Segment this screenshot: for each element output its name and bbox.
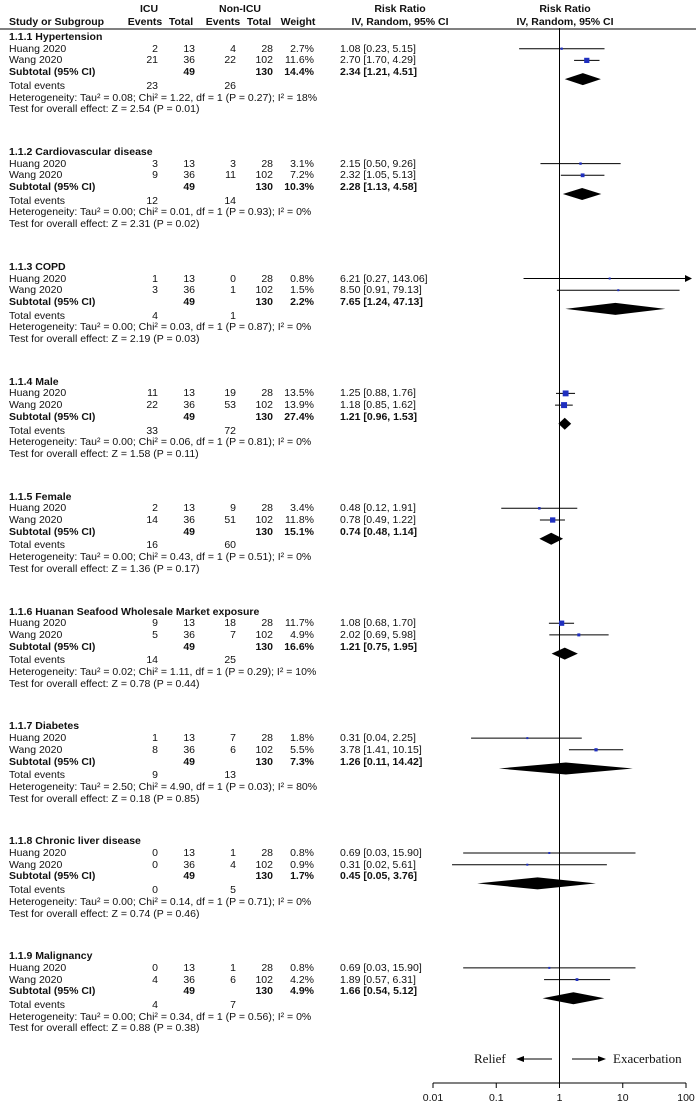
subtotal-diamond (565, 303, 665, 315)
study-ci: 0.69 [0.03, 15.90] (340, 961, 422, 974)
subtotal-label: Subtotal (95% CI) (9, 985, 96, 998)
total-events-icu: 12 (146, 194, 158, 207)
total-events-label: Total events (9, 194, 66, 207)
nonicu-total: 28 (261, 42, 273, 55)
subtotal-nonicu-total: 130 (255, 755, 273, 768)
subtotal-diamond (477, 877, 596, 889)
heterogeneity-text: Heterogeneity: Tau² = 0.00; Chi² = 0.14, df = 1 (P = 0.71); I² = 0% (9, 895, 312, 908)
subtotal-weight: 2.2% (290, 295, 314, 308)
study-weight: 13.5% (284, 387, 314, 400)
nonicu-events: 51 (224, 514, 236, 526)
nonicu-total: 28 (261, 502, 273, 515)
icu-events: 1 (152, 732, 158, 745)
study-marker (577, 633, 580, 636)
study-marker (526, 864, 528, 866)
subtotal-diamond (543, 992, 605, 1004)
subtotal-ci: 2.34 [1.21, 4.51] (340, 66, 418, 79)
heterogeneity-text: Heterogeneity: Tau² = 0.00; Chi² = 0.43, df = 1 (P = 0.51); I² = 0% (9, 551, 312, 564)
nonicu-events: 7 (230, 732, 236, 745)
icu-events: 0 (152, 847, 158, 859)
nonicu-events: 1 (230, 961, 236, 974)
study-marker (561, 402, 567, 408)
nonicu-total: 102 (255, 858, 273, 871)
header-ci-left: IV, Random, 95% CI (351, 16, 449, 28)
nonicu-total: 102 (255, 284, 273, 297)
study-weight: 5.5% (290, 743, 314, 756)
total-events-label: Total events (9, 999, 66, 1011)
overall-effect-text: Test for overall effect: Z = 2.19 (P = 0.03) (9, 333, 200, 345)
icu-events: 8 (152, 743, 158, 756)
total-events-nonicu: 60 (224, 539, 236, 552)
total-events-nonicu: 7 (230, 999, 236, 1011)
x-tick-label: 100 (677, 1092, 695, 1104)
total-events-icu: 33 (146, 424, 158, 437)
study-weight: 0.8% (290, 847, 314, 859)
x-tick-label: 1 (556, 1092, 563, 1104)
icu-events: 21 (146, 54, 158, 67)
header-study-or-subgroup: Study or Subgroup (9, 16, 105, 28)
subtotal-ci: 1.26 [0.11, 14.42] (340, 755, 423, 768)
total-events-icu: 9 (152, 769, 158, 782)
overall-effect-text: Test for overall effect: Z = 1.36 (P = 0.17) (9, 562, 200, 575)
study-name: Wang 2020 (9, 973, 63, 986)
subtotal-nonicu-total: 130 (255, 295, 273, 308)
nonicu-events: 6 (230, 973, 236, 986)
study-marker (617, 289, 619, 291)
nonicu-total: 28 (261, 847, 273, 859)
icu-total: 36 (183, 628, 195, 641)
nonicu-total: 28 (261, 157, 273, 170)
study-name: Huang 2020 (9, 157, 67, 170)
study-ci: 1.08 [0.68, 1.70] (340, 617, 416, 630)
study-marker (563, 390, 569, 396)
nonicu-total: 102 (255, 628, 273, 641)
subtotal-label: Subtotal (95% CI) (9, 295, 96, 308)
study-name: Huang 2020 (9, 961, 67, 974)
nonicu-total: 102 (255, 399, 273, 412)
study-name: Huang 2020 (9, 617, 67, 630)
subtotal-weight: 7.3% (290, 755, 314, 768)
header-non-icu: Non-ICU (219, 3, 261, 15)
subtotal-icu-total: 49 (183, 525, 195, 538)
subtotal-weight: 15.1% (284, 525, 314, 538)
total-events-label: Total events (9, 539, 66, 552)
icu-total: 13 (183, 961, 195, 974)
subtotal-ci: 0.45 [0.05, 3.76] (340, 870, 418, 883)
study-weight: 3.1% (290, 157, 314, 170)
subtotal-nonicu-total: 130 (255, 525, 273, 538)
heterogeneity-text: Heterogeneity: Tau² = 2.50; Chi² = 4.90, df = 1 (P = 0.03); I² = 80% (9, 780, 318, 793)
x-tick-label: 10 (616, 1092, 629, 1104)
icu-events: 0 (152, 858, 158, 871)
subtotal-icu-total: 49 (183, 66, 195, 79)
study-marker (560, 48, 562, 50)
header-risk-ratio-right: Risk Ratio (539, 3, 591, 15)
icu-total: 13 (183, 617, 195, 630)
study-name: Wang 2020 (9, 514, 63, 526)
nonicu-events: 0 (230, 272, 236, 285)
study-marker (579, 162, 581, 164)
subtotal-icu-total: 49 (183, 640, 195, 653)
study-weight: 0.8% (290, 961, 314, 974)
study-marker (526, 737, 528, 739)
study-weight: 11.7% (285, 617, 314, 630)
subgroup-title: 1.1.6 Huanan Seafood Wholesale Market exposure (9, 605, 260, 618)
study-weight: 0.9% (290, 858, 314, 871)
study-weight: 7.2% (290, 169, 314, 182)
nonicu-total: 28 (261, 617, 273, 630)
nonicu-events: 9 (230, 502, 236, 515)
study-ci: 3.78 [1.41, 10.15] (340, 743, 422, 756)
study-weight: 4.2% (290, 973, 314, 986)
header-nonicu-events: Events (205, 16, 241, 28)
study-name: Wang 2020 (9, 399, 63, 412)
header-risk-ratio-left: Risk Ratio (374, 3, 426, 15)
subgroup-title: 1.1.4 Male (9, 375, 59, 388)
study-marker (550, 517, 555, 522)
header-icu: ICU (139, 3, 159, 15)
study-marker (548, 852, 550, 854)
subgroup-title: 1.1.1 Hypertension (9, 31, 103, 43)
nonicu-events: 18 (224, 617, 236, 630)
subtotal-label: Subtotal (95% CI) (9, 640, 96, 653)
subgroup-title: 1.1.9 Malignancy (9, 950, 93, 963)
subtotal-diamond (499, 763, 633, 775)
subtotal-ci: 2.28 [1.13, 4.58] (340, 181, 418, 193)
subtotal-ci: 1.21 [0.75, 1.95] (340, 640, 418, 653)
subtotal-weight: 1.7% (290, 870, 314, 883)
subtotal-nonicu-total: 130 (255, 985, 273, 998)
x-tick-label: 0.1 (488, 1092, 504, 1104)
nonicu-total: 102 (255, 514, 273, 526)
study-weight: 0.8% (290, 272, 314, 285)
overall-effect-text: Test for overall effect: Z = 0.74 (P = 0.46) (9, 907, 200, 920)
icu-total: 36 (183, 514, 195, 526)
study-ci: 1.25 [0.88, 1.76] (340, 387, 416, 400)
icu-total: 36 (183, 973, 195, 986)
icu-events: 2 (152, 502, 158, 515)
icu-events: 9 (152, 169, 158, 182)
subtotal-icu-total: 49 (183, 755, 195, 768)
subtotal-nonicu-total: 130 (255, 870, 273, 883)
nonicu-events: 4 (230, 42, 236, 55)
study-name: Wang 2020 (9, 858, 63, 871)
study-ci: 2.70 [1.70, 4.29] (340, 54, 416, 67)
icu-total: 36 (183, 284, 195, 297)
icu-events: 0 (152, 961, 158, 974)
study-ci: 0.31 [0.04, 2.25] (340, 732, 416, 745)
subtotal-diamond (558, 418, 571, 430)
study-ci: 1.18 [0.85, 1.62] (340, 399, 416, 412)
subtotal-weight: 27.4% (284, 410, 314, 423)
subtotal-nonicu-total: 130 (255, 181, 273, 193)
subgroup-title: 1.1.3 COPD (9, 260, 66, 273)
nonicu-events: 4 (230, 858, 236, 871)
study-weight: 13.9% (284, 399, 314, 412)
total-events-nonicu: 13 (224, 769, 236, 782)
subtotal-nonicu-total: 130 (255, 410, 273, 423)
total-events-label: Total events (9, 769, 66, 782)
total-events-label: Total events (9, 884, 66, 897)
header-weight: Weight (280, 16, 316, 28)
overall-effect-text: Test for overall effect: Z = 0.18 (P = 0.85) (9, 792, 200, 805)
total-events-nonicu: 72 (224, 424, 236, 437)
header-ci-right: IV, Random, 95% CI (516, 16, 614, 28)
subtotal-diamond (552, 648, 578, 660)
subtotal-weight: 4.9% (290, 985, 314, 998)
exacerbation-arrow-head (598, 1056, 606, 1062)
study-ci: 2.02 [0.69, 5.98] (340, 628, 416, 641)
nonicu-events: 6 (230, 743, 236, 756)
header-icu-total: Total (168, 16, 194, 28)
icu-total: 36 (183, 169, 195, 182)
study-marker (609, 278, 611, 280)
study-name: Huang 2020 (9, 42, 67, 55)
icu-total: 13 (183, 157, 195, 170)
icu-events: 1 (152, 272, 158, 285)
icu-events: 3 (152, 157, 158, 170)
icu-events: 14 (146, 514, 158, 526)
icu-total: 13 (183, 732, 195, 745)
icu-total: 36 (183, 858, 195, 871)
study-marker (576, 978, 579, 981)
study-marker (548, 967, 550, 969)
subtotal-ci: 1.66 [0.54, 5.12] (340, 985, 418, 998)
nonicu-total: 28 (261, 272, 273, 285)
study-ci: 0.78 [0.49, 1.22] (340, 514, 416, 526)
subgroup-title: 1.1.2 Cardiovascular disease (9, 145, 153, 158)
nonicu-total: 102 (255, 973, 273, 986)
study-name: Wang 2020 (9, 54, 63, 67)
study-weight: 1.5% (290, 284, 314, 297)
subtotal-label: Subtotal (95% CI) (9, 525, 96, 538)
icu-total: 13 (183, 272, 195, 285)
subtotal-weight: 14.4% (284, 66, 314, 79)
subtotal-icu-total: 49 (183, 410, 195, 423)
study-ci: 1.08 [0.23, 5.15] (340, 42, 416, 55)
study-name: Wang 2020 (9, 284, 63, 297)
study-name: Huang 2020 (9, 272, 67, 285)
nonicu-total: 102 (255, 743, 273, 756)
icu-events: 5 (152, 628, 158, 641)
icu-events: 22 (146, 399, 158, 412)
study-name: Huang 2020 (9, 387, 67, 400)
total-events-label: Total events (9, 424, 66, 437)
study-weight: 1.8% (290, 732, 314, 745)
total-events-label: Total events (9, 309, 66, 322)
study-ci: 0.31 [0.02, 5.61] (340, 858, 416, 871)
study-name: Huang 2020 (9, 502, 67, 515)
nonicu-total: 102 (255, 169, 273, 182)
subtotal-label: Subtotal (95% CI) (9, 410, 96, 423)
total-events-icu: 0 (152, 884, 158, 897)
nonicu-events: 22 (224, 54, 236, 67)
total-events-nonicu: 14 (224, 194, 236, 207)
icu-total: 13 (183, 42, 195, 55)
study-marker (559, 621, 564, 626)
study-name: Wang 2020 (9, 169, 63, 182)
subtotal-icu-total: 49 (183, 985, 195, 998)
study-name: Wang 2020 (9, 628, 63, 641)
subtotal-icu-total: 49 (183, 181, 195, 193)
relief-label: Relief (474, 1051, 506, 1066)
header-nonicu-total: Total (246, 16, 272, 28)
study-ci: 2.32 [1.05, 5.13] (340, 169, 416, 182)
total-events-label: Total events (9, 79, 66, 92)
study-weight: 4.9% (290, 628, 314, 641)
subtotal-diamond (565, 73, 601, 85)
icu-total: 36 (183, 399, 195, 412)
subtotal-label: Subtotal (95% CI) (9, 755, 96, 768)
subgroup-title: 1.1.8 Chronic liver disease (9, 835, 141, 848)
subtotal-weight: 16.6% (284, 640, 314, 653)
total-events-nonicu: 5 (230, 884, 236, 897)
heterogeneity-text: Heterogeneity: Tau² = 0.00; Chi² = 0.03, df = 1 (P = 0.87); I² = 0% (9, 321, 312, 334)
subtotal-nonicu-total: 130 (255, 66, 273, 79)
subgroup-title: 1.1.7 Diabetes (9, 720, 80, 733)
subtotal-label: Subtotal (95% CI) (9, 66, 96, 79)
subtotal-icu-total: 49 (183, 870, 195, 883)
icu-total: 13 (183, 387, 195, 400)
subtotal-ci: 1.21 [0.96, 1.53] (340, 410, 418, 423)
icu-events: 3 (152, 284, 158, 297)
study-marker (581, 173, 585, 177)
heterogeneity-text: Heterogeneity: Tau² = 0.00; Chi² = 0.06, df = 1 (P = 0.81); I² = 0% (9, 436, 312, 449)
study-marker (584, 58, 589, 63)
total-events-nonicu: 26 (224, 79, 236, 92)
study-marker (594, 748, 597, 751)
subtotal-label: Subtotal (95% CI) (9, 181, 96, 193)
icu-total: 36 (183, 743, 195, 756)
heterogeneity-text: Heterogeneity: Tau² = 0.00; Chi² = 0.34, df = 1 (P = 0.56); I² = 0% (9, 1010, 312, 1023)
subtotal-label: Subtotal (95% CI) (9, 870, 96, 883)
nonicu-total: 28 (261, 732, 273, 745)
nonicu-total: 28 (261, 387, 273, 400)
study-name: Huang 2020 (9, 847, 67, 859)
nonicu-events: 53 (224, 399, 236, 412)
overall-effect-text: Test for overall effect: Z = 2.54 (P = 0.01) (9, 103, 200, 116)
study-weight: 3.4% (290, 502, 314, 515)
total-events-label: Total events (9, 654, 66, 667)
nonicu-total: 102 (255, 54, 273, 67)
overall-effect-text: Test for overall effect: Z = 2.31 (P = 0.02) (9, 218, 200, 231)
subtotal-icu-total: 49 (183, 295, 195, 308)
study-ci: 2.15 [0.50, 9.26] (340, 157, 416, 170)
icu-total: 13 (183, 847, 195, 859)
nonicu-total: 28 (261, 961, 273, 974)
study-weight: 11.6% (285, 54, 314, 67)
heterogeneity-text: Heterogeneity: Tau² = 0.00; Chi² = 0.01, df = 1 (P = 0.93); I² = 0% (9, 206, 312, 219)
nonicu-events: 19 (224, 387, 236, 400)
icu-events: 9 (152, 617, 158, 630)
study-weight: 2.7% (290, 42, 314, 55)
study-ci: 1.89 [0.57, 6.31] (340, 973, 416, 986)
study-ci: 8.50 [0.91, 79.13] (340, 284, 422, 297)
total-events-icu: 16 (146, 539, 158, 552)
x-tick-label: 0.01 (422, 1092, 444, 1104)
study-ci: 6.21 [0.27, 143.06] (340, 272, 428, 285)
relief-arrow-head (516, 1056, 524, 1062)
heterogeneity-text: Heterogeneity: Tau² = 0.08; Chi² = 1.22, df = 1 (P = 0.27); I² = 18% (9, 91, 318, 104)
subtotal-ci: 7.65 [1.24, 47.13] (340, 295, 423, 308)
icu-events: 2 (152, 42, 158, 55)
total-events-icu: 4 (152, 999, 158, 1011)
total-events-icu: 4 (152, 309, 158, 322)
subtotal-diamond (563, 188, 601, 200)
study-ci: 0.48 [0.12, 1.91] (340, 502, 416, 515)
overall-effect-text: Test for overall effect: Z = 0.88 (P = 0.38) (9, 1022, 200, 1035)
nonicu-events: 7 (230, 628, 236, 641)
study-name: Huang 2020 (9, 732, 67, 745)
icu-events: 11 (147, 387, 158, 400)
nonicu-events: 11 (225, 169, 236, 182)
total-events-nonicu: 1 (230, 309, 236, 322)
heterogeneity-text: Heterogeneity: Tau² = 0.02; Chi² = 1.11, df = 1 (P = 0.29); I² = 10% (9, 666, 317, 678)
nonicu-events: 1 (230, 284, 236, 297)
nonicu-events: 1 (230, 847, 236, 859)
ci-arrow (685, 275, 692, 282)
total-events-icu: 14 (146, 654, 158, 667)
study-weight: 11.8% (285, 514, 314, 526)
subtotal-weight: 10.3% (284, 181, 314, 193)
total-events-icu: 23 (146, 79, 158, 92)
overall-effect-text: Test for overall effect: Z = 1.58 (P = 0.11) (9, 447, 199, 460)
subtotal-ci: 0.74 [0.48, 1.14] (340, 525, 418, 538)
study-ci: 0.69 [0.03, 15.90] (340, 847, 422, 859)
header-icu-events: Events (127, 16, 163, 28)
nonicu-events: 3 (230, 157, 236, 170)
exacerbation-label: Exacerbation (613, 1051, 682, 1066)
subgroup-title: 1.1.5 Female (9, 490, 72, 503)
icu-total: 36 (183, 54, 195, 67)
study-marker (538, 507, 541, 510)
subtotal-nonicu-total: 130 (255, 640, 273, 653)
total-events-nonicu: 25 (224, 654, 236, 667)
icu-total: 13 (183, 502, 195, 515)
study-name: Wang 2020 (9, 743, 63, 756)
icu-events: 4 (152, 973, 158, 986)
overall-effect-text: Test for overall effect: Z = 0.78 (P = 0.44) (9, 677, 200, 690)
